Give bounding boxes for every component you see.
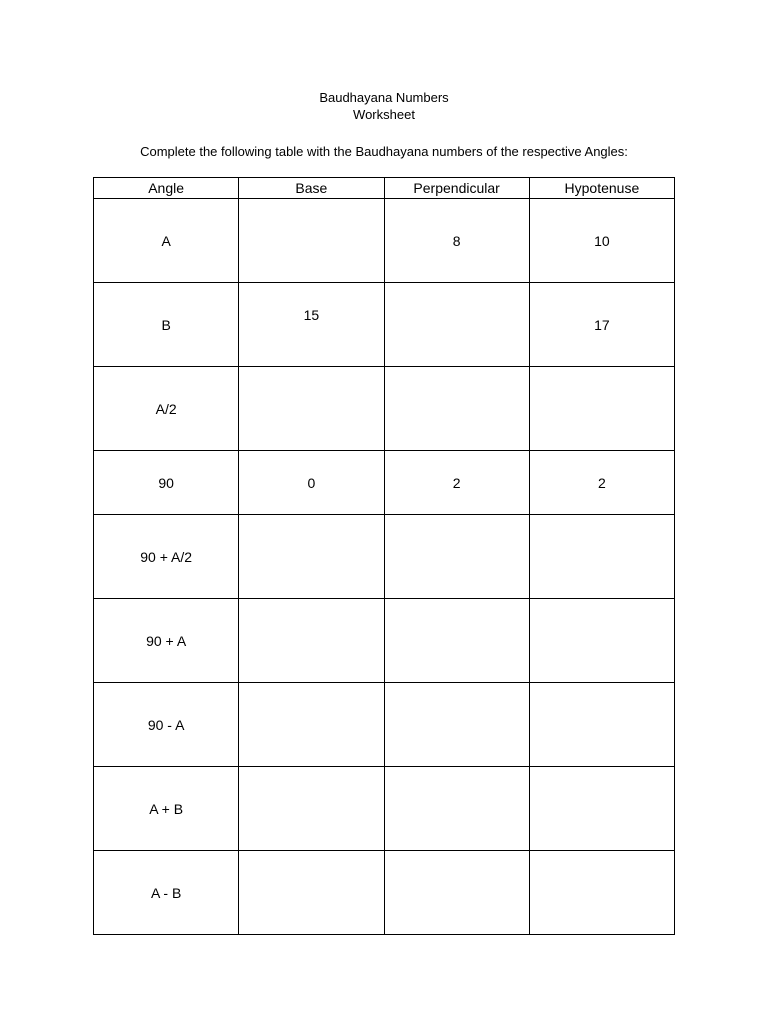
perpendicular-cell	[384, 367, 529, 451]
angle-cell: 90 - A	[94, 683, 239, 767]
base-cell	[239, 851, 384, 935]
perpendicular-cell: 2	[384, 451, 529, 515]
column-header-base: Base	[239, 178, 384, 199]
table-header-row	[94, 178, 675, 199]
hypotenuse-cell	[529, 683, 674, 767]
perpendicular-cell	[384, 599, 529, 683]
table-row	[94, 199, 675, 283]
perpendicular-cell: 8	[384, 199, 529, 283]
base-cell	[239, 199, 384, 283]
column-header-angle: Angle	[94, 178, 239, 199]
hypotenuse-cell	[529, 599, 674, 683]
angle-cell: A - B	[94, 851, 239, 935]
base-cell	[239, 283, 384, 367]
base-cell	[239, 515, 384, 599]
column-header-hypotenuse: Hypotenuse	[529, 178, 674, 199]
angle-cell: 90 + A	[94, 599, 239, 683]
table-row	[94, 851, 675, 935]
hypotenuse-cell: 10	[529, 199, 674, 283]
table-row	[94, 767, 675, 851]
worksheet-subtitle: Worksheet	[353, 107, 415, 122]
table-row	[94, 599, 675, 683]
perpendicular-cell	[384, 683, 529, 767]
perpendicular-cell	[384, 515, 529, 599]
angle-cell: A/2	[94, 367, 239, 451]
angle-cell: A + B	[94, 767, 239, 851]
column-header-perpendicular: Perpendicular	[384, 178, 529, 199]
baudhayana-table	[93, 177, 675, 935]
perpendicular-cell	[384, 851, 529, 935]
worksheet-instruction: Complete the following table with the Baudhayana numbers of the respective Angles:	[140, 144, 628, 159]
angle-cell: B	[94, 283, 239, 367]
perpendicular-cell	[384, 283, 529, 367]
angle-cell: 90 + A/2	[94, 515, 239, 599]
hypotenuse-cell	[529, 767, 674, 851]
table-row	[94, 367, 675, 451]
hypotenuse-cell: 2	[529, 451, 674, 515]
hypotenuse-cell	[529, 515, 674, 599]
table-row	[94, 515, 675, 599]
base-cell	[239, 683, 384, 767]
table-row	[94, 683, 675, 767]
hypotenuse-cell	[529, 851, 674, 935]
angle-cell: 90	[94, 451, 239, 515]
worksheet-title: Baudhayana Numbers	[319, 90, 449, 105]
hypotenuse-cell	[529, 367, 674, 451]
table-row	[94, 283, 675, 367]
angle-cell: A	[94, 199, 239, 283]
base-cell	[239, 599, 384, 683]
base-cell	[239, 367, 384, 451]
base-value: 15	[303, 306, 320, 323]
perpendicular-cell	[384, 767, 529, 851]
hypotenuse-cell: 17	[529, 283, 674, 367]
base-cell: 0	[239, 451, 384, 515]
base-cell	[239, 767, 384, 851]
table-row	[94, 451, 675, 515]
